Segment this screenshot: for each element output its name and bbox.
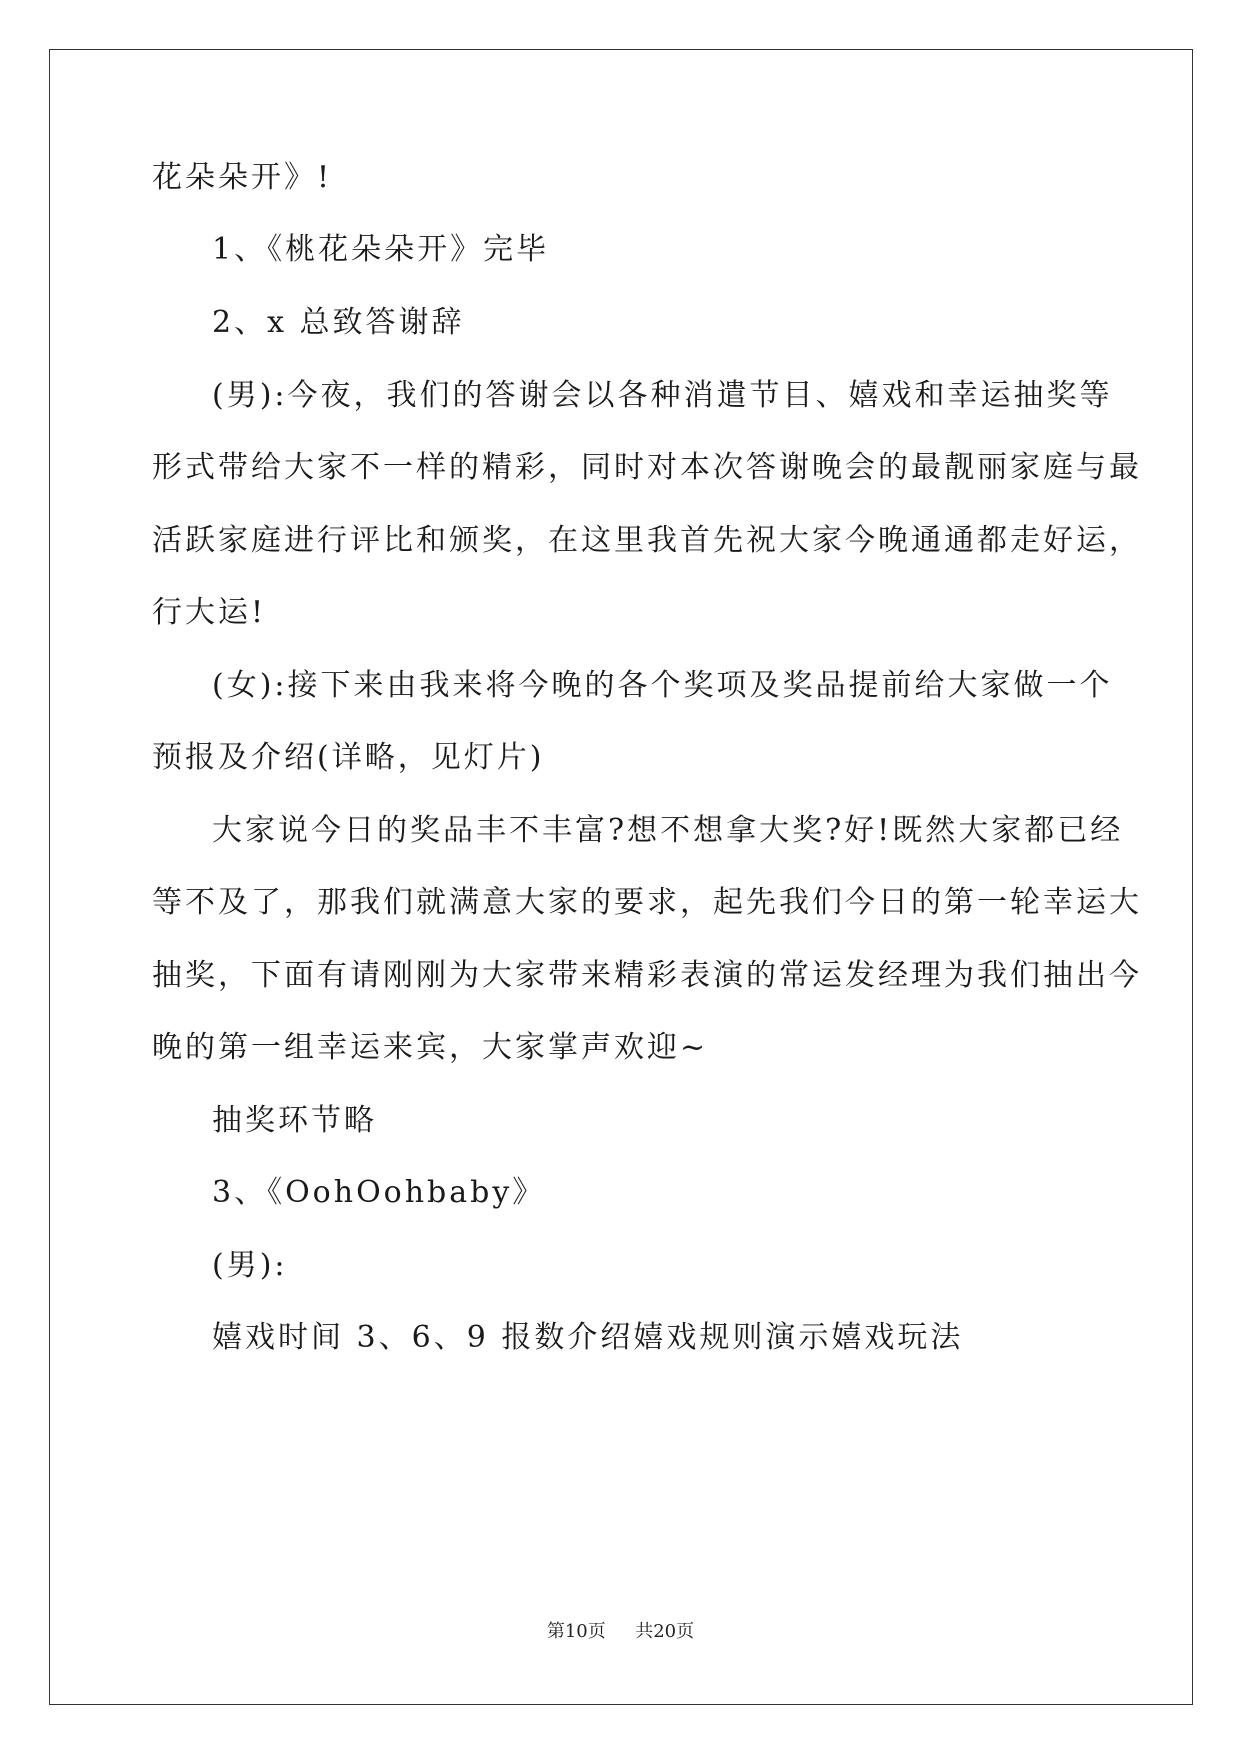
text-line: 等不及了，那我们就满意大家的要求，起先我们今日的第一轮幸运大: [152, 885, 1142, 920]
text-line: 形式带给大家不一样的精彩，同时对本次答谢晚会的最靓丽家庭与最: [152, 450, 1142, 485]
text-line: 抽奖，下面有请刚刚为大家带来精彩表演的常运发经理为我们抽出今: [152, 958, 1142, 993]
text-line: 大家说今日的奖品丰不丰富?想不想拿大奖?好!既然大家都已经: [212, 813, 1124, 848]
text-line: 行大运!: [152, 595, 267, 630]
page-footer: [0, 1617, 1241, 1643]
text-line: 3、《OohOohbaby》: [212, 1175, 546, 1210]
text-line: 嬉戏时间 3、6、9 报数介绍嬉戏规则演示嬉戏玩法: [212, 1320, 964, 1355]
text-line: 花朵朵开》!: [152, 160, 333, 195]
text-line: 抽奖环节略: [212, 1103, 377, 1138]
text-line: 活跃家庭进行评比和颁奖，在这里我首先祝大家今晚通通都走好运，: [152, 523, 1142, 558]
text-line: (男):今夜，我们的答谢会以各种消遣节目、嬉戏和幸运抽奖等: [212, 378, 1113, 413]
text-line: (女):接下来由我来将今晚的各个奖项及奖品提前给大家做一个: [212, 668, 1113, 703]
text-line: 晚的第一组幸运来宾，大家掌声欢迎~: [152, 1030, 709, 1065]
text-line: 1、《桃花朵朵开》完毕: [212, 232, 550, 267]
text-line: (男):: [212, 1248, 288, 1283]
page-number-current: 第10页: [546, 1621, 606, 1642]
text-line: 预报及介绍(详略，见灯片): [152, 740, 545, 775]
text-line: 2、x 总致答谢辞: [212, 305, 465, 340]
page-border: [49, 49, 1193, 1705]
page-number-total: 共20页: [635, 1621, 695, 1642]
